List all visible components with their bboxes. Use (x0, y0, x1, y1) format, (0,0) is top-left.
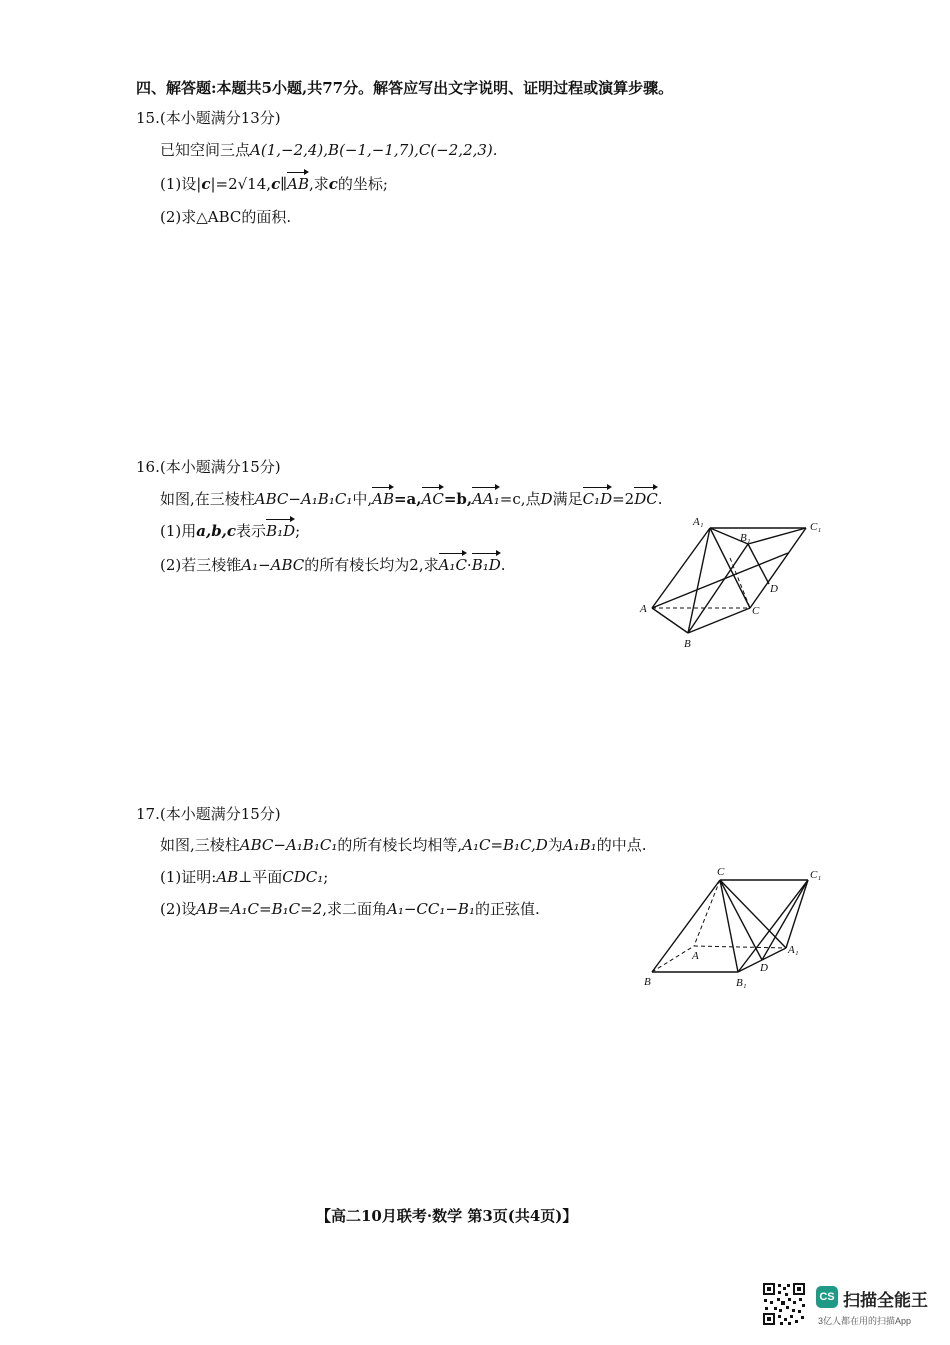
q16-header (136, 457, 281, 477)
q17-p2-c: 的正弦值. (474, 900, 540, 918)
q16-p2-a: (2)若三棱锥 (160, 556, 242, 574)
q16-vec-dc: DC (634, 487, 658, 509)
q15-score: (本小题满分13分) (159, 109, 281, 127)
q17-label-b: B (644, 976, 651, 988)
q17-header (136, 804, 281, 824)
q17-stem-b: 的所有棱长均相等, (337, 836, 463, 854)
q17-p1-end: ; (323, 868, 329, 886)
q16-label-c: C (752, 605, 760, 617)
q17-prism-figure (636, 860, 836, 995)
q17-p2-b: ,求二面角 (322, 900, 387, 918)
q16-stem (160, 487, 663, 509)
q16-vec-a1c: A₁C (439, 553, 467, 575)
q16-dot: · (466, 556, 472, 574)
q17-p1-b: ⊥平面 (238, 868, 283, 886)
q16-label-a1: A₁ (693, 516, 704, 528)
q15-p1-prefix: (1)设| (160, 175, 202, 193)
q16-vec-ac: AC (422, 487, 444, 509)
q16-label-b1: B₁ (740, 532, 751, 544)
q17-score: (本小题满分15分) (159, 805, 281, 823)
q15-p1-mid: |=2 (210, 175, 238, 193)
q17-p1-plane: CDC₁ (282, 868, 324, 886)
q17-p2-eq: AB=A₁C=B₁C=2 (196, 900, 323, 918)
q16-label-d: D (770, 583, 778, 595)
q17-label-c1: C₁ (810, 869, 822, 881)
q16-label-c1: C₁ (810, 521, 822, 533)
page-footer: 【高二10月联考·数学 第3页(共4页)】 (316, 1207, 578, 1225)
q15-p1-c: c (201, 175, 211, 193)
q17-p2-a: (2)设 (160, 900, 197, 918)
q16-label-a: A (640, 603, 647, 615)
qr-code-icon (762, 1282, 806, 1326)
q15-p1-c3: c (328, 175, 338, 193)
q17-label-a1: A₁ (788, 944, 799, 956)
q16-stem-c: 满足 (552, 490, 583, 508)
q17-stem-seg: A₁B₁ (562, 836, 597, 854)
q15-vec-ab: AB (287, 172, 309, 194)
q16-point-d: D (540, 490, 553, 508)
q17-number: 17. (136, 805, 160, 823)
q17-label-a: A (692, 950, 699, 962)
camscanner-logo-icon: CS (816, 1286, 838, 1308)
q15-p1-suffix: ,求 (309, 175, 329, 193)
q15-p1-tail: 的坐标; (337, 175, 388, 193)
q15-p1-comma: , (266, 175, 272, 193)
q16-vec-c1d: C₁D (583, 487, 613, 509)
q16-eq-2: =2 (612, 490, 635, 508)
q16-vec-ab: AB (372, 487, 394, 509)
q16-eq-c: =c,点 (499, 490, 541, 508)
q16-score: (本小题满分15分) (159, 458, 281, 476)
q16-vec-aa1: AA₁ (472, 487, 500, 509)
q16-p2-b: 的所有棱长均为2,求 (304, 556, 439, 574)
q17-stem-eq: A₁C=B₁C,D (462, 836, 548, 854)
q16-stem-end: . (657, 490, 663, 508)
q17-p1-ab: AB (216, 868, 239, 886)
q15-p1-c2: c (271, 175, 281, 193)
q16-part2 (160, 553, 506, 575)
q15-header (136, 108, 281, 128)
q17-prism: ABC−A₁B₁C₁ (239, 836, 338, 854)
q15-p1-rad: √14 (237, 175, 267, 193)
q17-label-b1: B₁ (736, 977, 747, 989)
q15-number: 15. (136, 109, 160, 127)
q17-stem-a: 如图,三棱柱 (160, 836, 240, 854)
q15-p1-par: ∥ (280, 175, 288, 193)
q16-number: 16. (136, 458, 160, 476)
q17-stem-d: 的中点. (596, 836, 647, 854)
q16-prism: ABC−A₁B₁C₁ (254, 490, 353, 508)
q16-p1-a: (1)用 (160, 522, 197, 540)
q16-p1-b: 表示 (236, 522, 267, 540)
camscanner-subtitle: 3亿人都在用的扫描App (818, 1316, 912, 1326)
q16-stem-a: 如图,在三棱柱 (160, 490, 255, 508)
q16-part1 (160, 519, 300, 541)
q17-label-c: C (717, 866, 725, 878)
q17-stem (160, 835, 646, 855)
q16-eq-a: =a, (393, 490, 422, 508)
q15-part2: (2)求△ABC的面积. (160, 208, 292, 226)
q17-label-d: D (760, 962, 768, 974)
q17-stem-c: 为 (547, 836, 563, 854)
q17-p1-a: (1)证明: (160, 868, 217, 886)
q16-p1-end: ; (295, 522, 301, 540)
q16-label-b: B (684, 638, 691, 650)
q16-pyramid: A₁−ABC (241, 556, 305, 574)
camscanner-title: 扫描全能王 (843, 1291, 928, 1310)
q15-points: A(1,−2,4),B(−1,−1,7),C(−2,2,3). (250, 141, 498, 159)
q16-vec-b1d: B₁D (266, 519, 295, 541)
q16-eq-b: =b, (443, 490, 473, 508)
q15-stem-text: 已知空间三点 (160, 141, 251, 159)
q17-part1 (160, 867, 328, 887)
q16-stem-b: 中, (352, 490, 373, 508)
section-heading: 四、解答题:本题共5小题,共77分。解答应写出文字说明、证明过程或演算步骤。 (136, 79, 674, 97)
q16-vec-b1d-2: B₁D (472, 553, 501, 575)
q15-stem (160, 140, 498, 160)
q17-p2-angle: A₁−CC₁−B₁ (386, 900, 475, 918)
q15-part1 (160, 172, 388, 194)
q16-p1-abc: a,b,c (196, 522, 237, 540)
q16-prism-figure (630, 510, 830, 650)
q16-p2-end: . (500, 556, 506, 574)
q17-part2 (160, 899, 540, 919)
